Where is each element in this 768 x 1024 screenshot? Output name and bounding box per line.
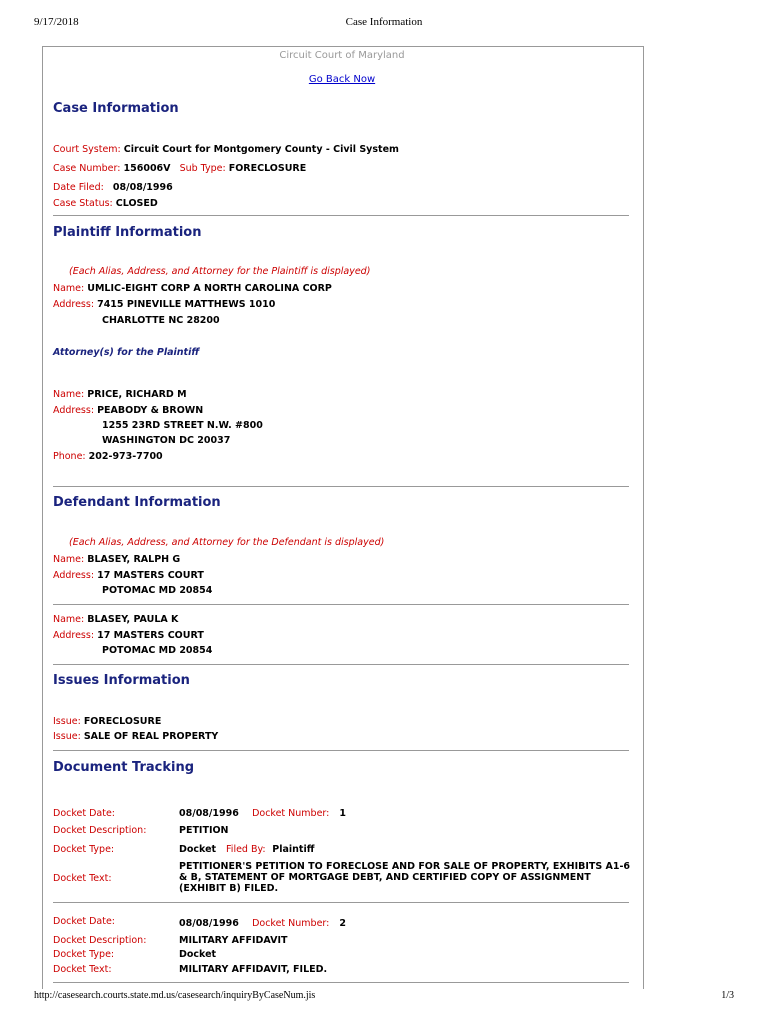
docket-type-label: Docket Type: — [53, 949, 115, 960]
date-filed-value: 08/08/1996 — [112, 182, 173, 193]
issue-label: Issue: — [53, 731, 81, 742]
date-filed-row — [53, 182, 173, 193]
docket-type-value: Docket — [179, 949, 217, 960]
docket-date-value: 08/08/1996 — [179, 918, 239, 929]
issue-value: SALE OF REAL PROPERTY — [83, 731, 219, 742]
docket-description-value: MILITARY AFFIDAVIT — [179, 935, 288, 946]
docket-type-label: Docket Type: — [53, 844, 115, 855]
divider — [53, 750, 629, 751]
docket-date-row — [179, 918, 346, 929]
case-info-heading: Case Information — [53, 101, 179, 116]
attorney-address-label: Address: — [53, 405, 95, 416]
court-name: Circuit Court of Maryland — [279, 50, 405, 61]
plaintiff-address-label: Address: — [53, 299, 95, 310]
docket-date-value: 08/08/1996 — [179, 808, 239, 819]
plaintiff-address-line1: 7415 PINEVILLE MATTHEWS 1010 — [97, 299, 276, 310]
filed-by-value: Plaintiff — [272, 844, 315, 855]
case-status-label: Case Status: — [53, 198, 113, 209]
divider — [53, 604, 629, 605]
defendant-name: BLASEY, PAULA K — [87, 614, 179, 625]
defendant-address-line1: 17 MASTERS COURT — [97, 570, 204, 581]
issues-heading: Issues Information — [53, 673, 190, 688]
defendant-address-row — [53, 630, 204, 641]
divider — [53, 982, 629, 983]
plaintiff-address-row — [53, 299, 275, 310]
defendant-address-line2: POTOMAC MD 20854 — [102, 585, 213, 596]
divider — [53, 215, 629, 216]
attorney-phone-row — [53, 451, 163, 462]
attorney-name-label: Name: — [53, 389, 85, 400]
print-footer-page: 1/3 — [721, 990, 734, 1001]
plaintiff-name: UMLIC-EIGHT CORP A NORTH CAROLINA CORP — [87, 283, 332, 294]
print-date: 9/17/2018 — [34, 16, 79, 28]
attorney-name: PRICE, RICHARD M — [87, 389, 187, 400]
attorney-address-line2: 1255 23RD STREET N.W. #800 — [102, 420, 263, 431]
case-number-label: Case Number: — [53, 163, 121, 174]
docket-description-value: PETITION — [179, 825, 229, 836]
plaintiff-heading: Plaintiff Information — [53, 225, 202, 240]
defendant-address-line2: POTOMAC MD 20854 — [102, 645, 213, 656]
plaintiff-address-line2: CHARLOTTE NC 28200 — [102, 315, 220, 326]
docket-date-row — [179, 808, 346, 819]
divider — [53, 902, 629, 903]
docket-text-label: Docket Text: — [53, 873, 112, 884]
case-number-value: 156006V — [123, 163, 171, 174]
sub-type-value: FORECLOSURE — [228, 163, 307, 174]
filed-by-label: Filed By: — [226, 844, 266, 855]
case-status-row — [53, 198, 158, 209]
attorney-address-line3: WASHINGTON DC 20037 — [102, 435, 231, 446]
court-system-value: Circuit Court for Montgomery County - Civil System — [123, 144, 399, 155]
date-filed-label: Date Filed: — [53, 182, 104, 193]
defendant-address-line1: 17 MASTERS COURT — [97, 630, 204, 641]
docket-description-label: Docket Description: — [53, 825, 147, 836]
issue-label: Issue: — [53, 716, 81, 727]
defendant-name: BLASEY, RALPH G — [87, 554, 181, 565]
court-system-row — [53, 144, 399, 155]
defendant-name-row — [53, 614, 178, 625]
defendant-address-row — [53, 570, 204, 581]
case-status-value: CLOSED — [115, 198, 158, 209]
docket-date-label: Docket Date: — [53, 808, 116, 819]
defendant-address-label: Address: — [53, 630, 95, 641]
issue-row — [53, 716, 161, 727]
attorney-address-line1: PEABODY & BROWN — [97, 405, 204, 416]
attorney-name-row — [53, 389, 187, 400]
print-title: Case Information — [345, 16, 423, 28]
divider — [53, 486, 629, 487]
plaintiff-note: (Each Alias, Address, and Attorney for the Plaintiff is displayed) — [69, 266, 371, 277]
attorney-phone: 202-973-7700 — [88, 451, 163, 462]
print-footer-url: http://casesearch.courts.state.md.us/casesearch/inquiryByCaseNum.jis — [34, 990, 316, 1001]
sub-type-label: Sub Type: — [179, 163, 226, 174]
plaintiff-name-label: Name: — [53, 283, 85, 294]
docket-number-value: 2 — [339, 918, 346, 929]
docket-type-row — [179, 844, 314, 855]
defendant-address-label: Address: — [53, 570, 95, 581]
document-tracking-heading: Document Tracking — [53, 760, 195, 775]
docket-number-label: Docket Number: — [252, 918, 330, 929]
defendant-name-row — [53, 554, 180, 565]
plaintiff-name-row — [53, 283, 332, 294]
docket-type-value: Docket — [179, 844, 217, 855]
docket-number-value: 1 — [339, 808, 346, 819]
go-back-link[interactable]: Go Back Now — [308, 74, 376, 85]
docket-date-label: Docket Date: — [53, 916, 116, 927]
defendant-heading: Defendant Information — [53, 495, 221, 510]
defendant-name-label: Name: — [53, 614, 85, 625]
attorney-phone-label: Phone: — [53, 451, 86, 462]
docket-text-value: MILITARY AFFIDAVIT, FILED. — [179, 964, 328, 975]
docket-text-label: Docket Text: — [53, 964, 112, 975]
docket-description-label: Docket Description: — [53, 935, 147, 946]
divider — [53, 664, 629, 665]
issue-value: FORECLOSURE — [83, 716, 162, 727]
defendant-name-label: Name: — [53, 554, 85, 565]
issue-row — [53, 731, 218, 742]
docket-number-label: Docket Number: — [252, 808, 330, 819]
plaintiff-attorney-heading: Attorney(s) for the Plaintiff — [53, 347, 200, 358]
docket-text-value: PETITIONER'S PETITION TO FORECLOSE AND FOR SALE OF PROPERTY, EXHIBITS A1-6 & B, STATEMENT OF MORTGAGE DEBT, AND CERTIFIED COPY OF ASSIGNMENT (EXHIBIT B) FILED. — [179, 861, 631, 894]
attorney-address-row — [53, 405, 203, 416]
court-system-label: Court System: — [53, 144, 121, 155]
defendant-note: (Each Alias, Address, and Attorney for the Defendant is displayed) — [69, 537, 385, 548]
case-number-row — [53, 163, 306, 174]
